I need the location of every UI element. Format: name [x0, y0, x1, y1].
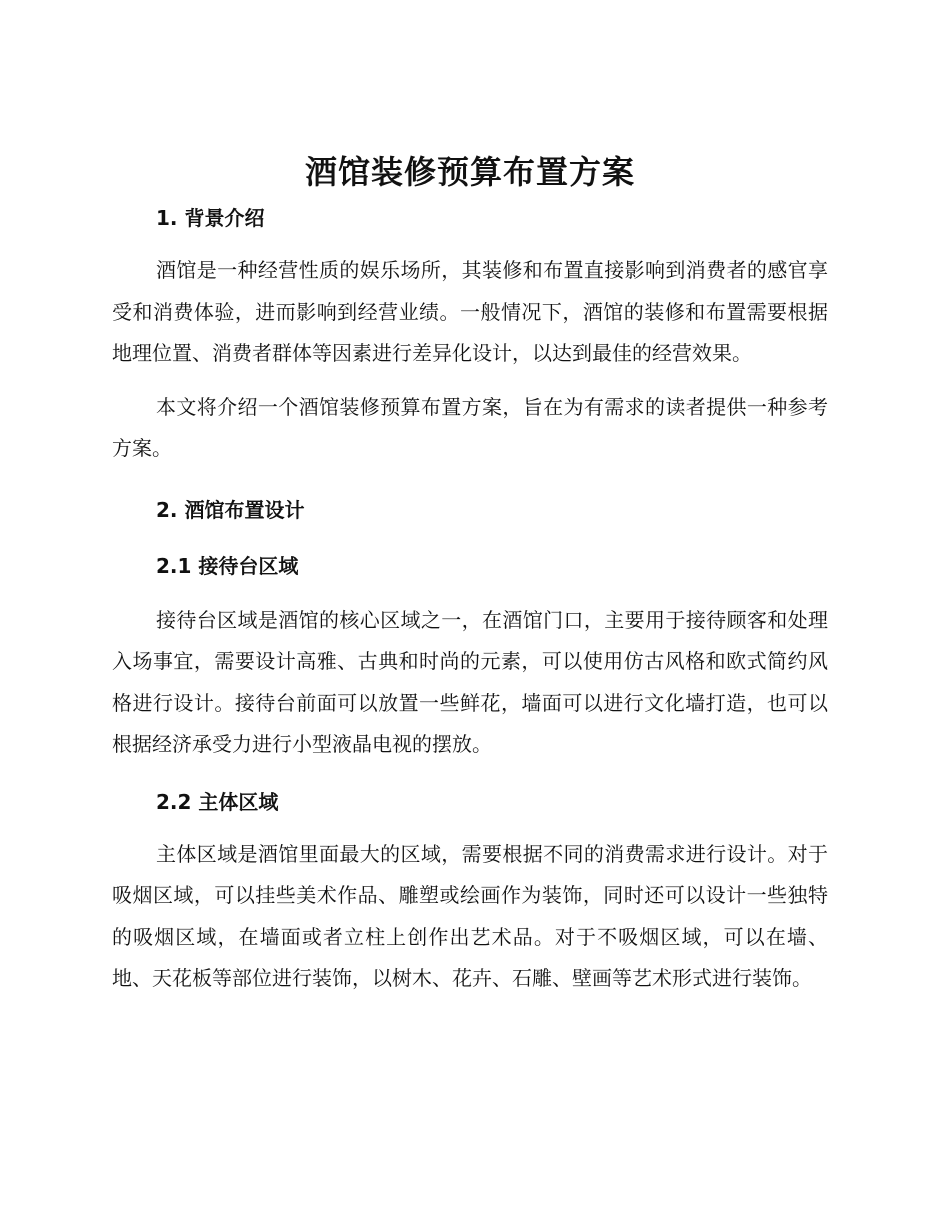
paragraph-main-area: 主体区域是酒馆里面最大的区域，需要根据不同的消费需求进行设计。对于吸烟区域，可以挂些美术作品、雕塑或绘画作为装饰，同时还可以设计一些独特的吸烟区域，在墙面或者立柱上创作出艺术品。对于不吸烟区域，可以在墙、地、天花板等部位进行装饰，以树木、花卉、石雕、壁画等艺术形式进行装饰。: [112, 841, 828, 990]
paragraph-reception-area: 接待台区域是酒馆的核心区域之一，在酒馆门口，主要用于接待顾客和处理入场事宜，需要设计高雅、古典和时尚的元素，可以使用仿古风格和欧式简约风格进行设计。接待台前面可以放置一些鲜花，墙面可以进行文化墙打造，也可以根据经济承受力进行小型液晶电视的摆放。: [112, 607, 828, 756]
section-heading-layout-design: 2. 酒馆布置设计: [156, 497, 305, 522]
paragraph-background-purpose: 本文将介绍一个酒馆装修预算布置方案，旨在为有需求的读者提供一种参考方案。: [112, 394, 828, 460]
section-heading-reception-area: 2.1 接待台区域: [156, 553, 299, 578]
paragraph-background-intro: 酒馆是一种经营性质的娱乐场所，其装修和布置直接影响到消费者的感官享受和消费体验，进而影响到经营业绩。一般情况下，酒馆的装修和布置需要根据地理位置、消费者群体等因素进行差异化设计，以达到最佳的经营效果。: [112, 258, 828, 365]
section-heading-main-area: 2.2 主体区域: [156, 789, 279, 814]
document-title: 酒馆装修预算布置方案: [304, 153, 635, 191]
section-heading-background: 1. 背景介绍: [156, 206, 265, 230]
